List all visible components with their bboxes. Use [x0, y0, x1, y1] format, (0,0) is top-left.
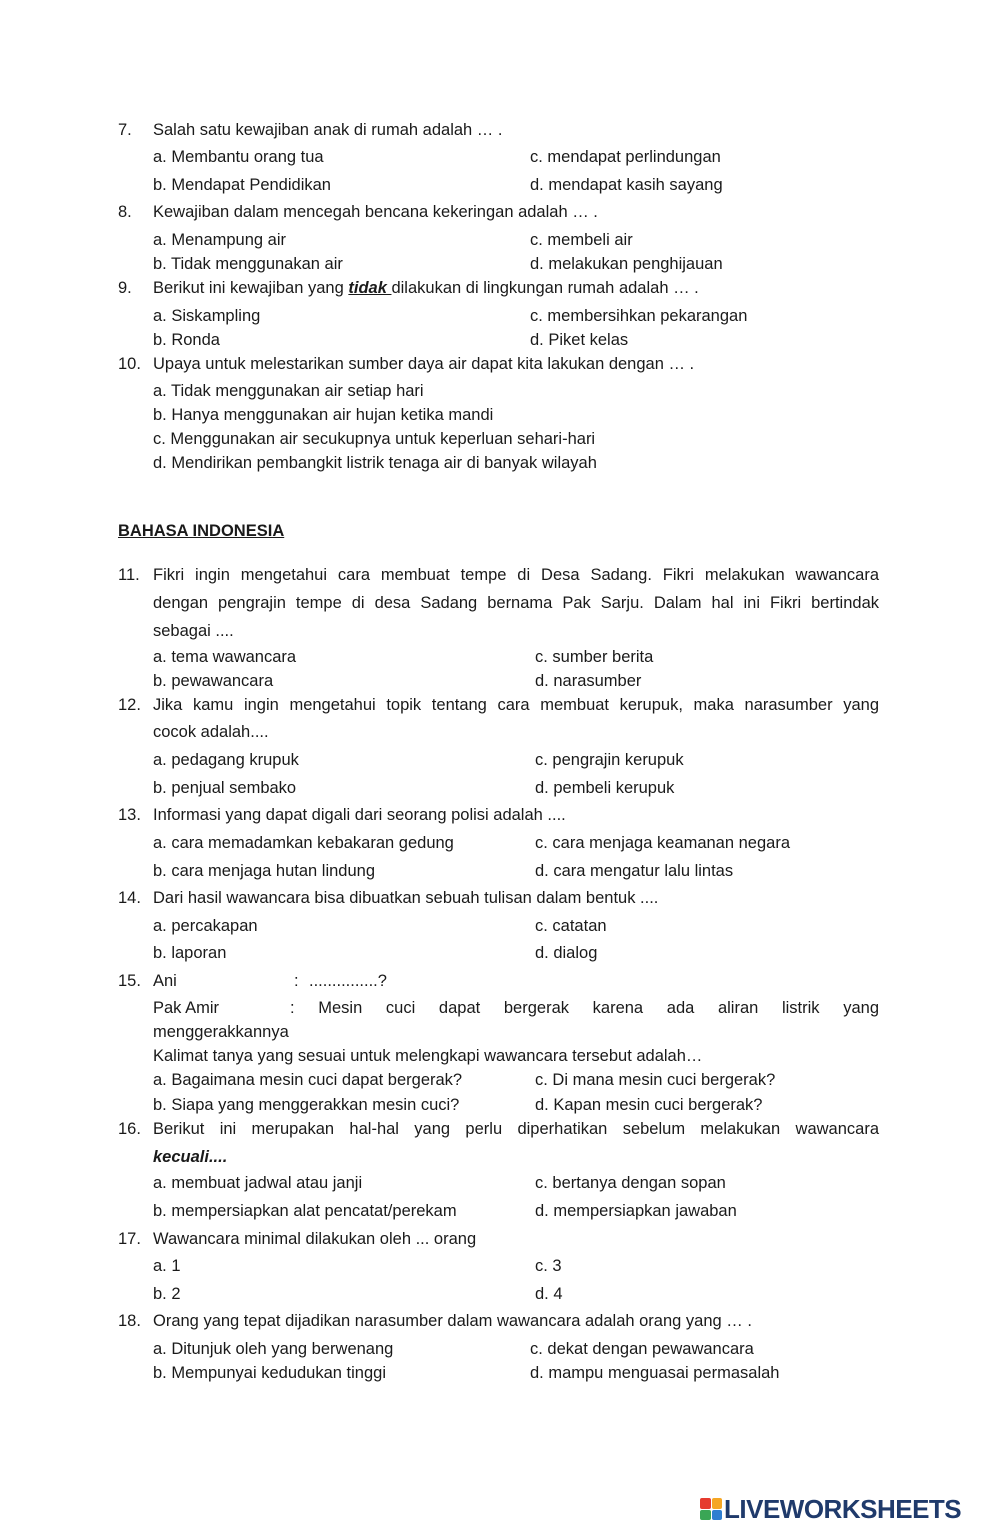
dialog-answer-continued: menggerakkannya	[153, 1023, 289, 1041]
option-b[interactable]: b. Mendapat Pendidikan	[153, 176, 331, 194]
question-number: 13.	[118, 806, 141, 824]
option-c[interactable]: c. pengrajin kerupuk	[535, 751, 684, 769]
option-d[interactable]: d. Mendirikan pembangkit listrik tenaga air di banyak wilayah	[153, 454, 597, 472]
option-d[interactable]: d. cara mengatur lalu lintas	[535, 862, 734, 880]
question-number: 18.	[118, 1312, 141, 1330]
option-a[interactable]: a. Ditunjuk oleh yang berwenang	[153, 1340, 394, 1358]
question-text: Kewajiban dalam mencegah bencana kekeringan adalah … .	[153, 203, 598, 221]
option-a[interactable]: a. Tidak menggunakan air setiap hari	[153, 382, 424, 400]
question-text: Informasi yang dapat digali dari seorang polisi adalah ....	[153, 806, 566, 824]
question-text-line: dengan pengrajin tempe di desa Sadang bernama Pak Sarju. Dalam hal ini Fikri bertindak	[153, 594, 879, 612]
logo-square-icon	[700, 1498, 711, 1509]
option-b[interactable]: b. 2	[153, 1285, 181, 1303]
option-d[interactable]: d. mampu menguasai permasalah	[530, 1364, 780, 1382]
option-d[interactable]: d. melakukan penghijauan	[530, 255, 723, 273]
question-text: Upaya untuk melestarikan sumber daya air dapat kita lakukan dengan … .	[153, 355, 695, 373]
option-d[interactable]: d. pembeli kerupuk	[535, 779, 675, 797]
option-c[interactable]: c. membersihkan pekarangan	[530, 307, 748, 325]
dialog-speaker-pak-amir: Pak Amir	[153, 999, 220, 1017]
option-a[interactable]: a. tema wawancara	[153, 648, 297, 666]
emphasis-word: kecuali....	[153, 1148, 228, 1166]
option-a[interactable]: a. pedagang krupuk	[153, 751, 299, 769]
question-number: 11.	[118, 566, 140, 584]
option-a[interactable]: a. percakapan	[153, 917, 258, 935]
logo-square-icon	[712, 1498, 723, 1509]
option-d[interactable]: d. 4	[535, 1285, 563, 1303]
option-c[interactable]: c. sumber berita	[535, 648, 654, 666]
question-text: Wawancara minimal dilakukan oleh ... orang	[153, 1230, 477, 1248]
question-text: Dari hasil wawancara bisa dibuatkan sebuah tulisan dalam bentuk ....	[153, 889, 659, 907]
question-text-line: sebagai ....	[153, 622, 234, 640]
option-b[interactable]: b. cara menjaga hutan lindung	[153, 862, 375, 880]
section-heading: BAHASA INDONESIA	[118, 522, 285, 540]
option-b[interactable]: b. mempersiapkan alat pencatat/perekam	[153, 1202, 457, 1220]
option-c[interactable]: c. catatan	[535, 917, 607, 935]
liveworksheets-logo	[700, 1494, 961, 1524]
question-text: Salah satu kewajiban anak di rumah adalah … .	[153, 121, 503, 139]
question-number: 17.	[118, 1230, 141, 1248]
question-number: 15.	[118, 972, 141, 990]
dialog-colon: :	[294, 972, 299, 990]
question-number: 10.	[118, 355, 141, 373]
option-a[interactable]: a. Bagaimana mesin cuci dapat bergerak?	[153, 1071, 463, 1089]
option-b[interactable]: b. laporan	[153, 944, 227, 962]
question-text	[153, 278, 699, 298]
option-c[interactable]: c. Menggunakan air secukupnya untuk keperluan sehari-hari	[153, 430, 596, 448]
question-number: 8.	[118, 203, 132, 221]
option-d[interactable]: d. dialog	[535, 944, 598, 962]
option-b[interactable]: b. Tidak menggunakan air	[153, 255, 343, 273]
emphasis-word: tidak	[348, 279, 392, 297]
option-b[interactable]: b. Hanya menggunakan air hujan ketika mandi	[153, 406, 494, 424]
option-d[interactable]: d. Kapan mesin cuci bergerak?	[535, 1096, 763, 1114]
question-text-line: Jika kamu ingin mengetahui topik tentang cara membuat kerupuk, maka narasumber yang	[153, 696, 879, 714]
option-b[interactable]: b. penjual sembako	[153, 779, 297, 797]
dialog-blank: ...............?	[309, 972, 387, 990]
option-a[interactable]: a. Membantu orang tua	[153, 148, 324, 166]
option-d[interactable]: d. mempersiapkan jawaban	[535, 1202, 737, 1220]
logo-square-icon	[712, 1510, 723, 1521]
option-b[interactable]: b. pewawancara	[153, 672, 274, 690]
option-a[interactable]: a. Siskampling	[153, 307, 261, 325]
option-b[interactable]: b. Mempunyai kedudukan tinggi	[153, 1364, 386, 1382]
question-number: 16.	[118, 1120, 141, 1138]
dialog-speaker-ani: Ani	[153, 972, 177, 990]
option-c[interactable]: c. mendapat perlindungan	[530, 148, 721, 166]
liveworksheets-icon	[700, 1498, 722, 1520]
liveworksheets-wordmark: LIVEWORKSHEETS	[724, 1493, 962, 1524]
option-d[interactable]: d. mendapat kasih sayang	[530, 176, 723, 194]
option-b[interactable]: b. Siapa yang menggerakkan mesin cuci?	[153, 1096, 460, 1114]
question-text-line: cocok adalah....	[153, 723, 269, 741]
logo-square-icon	[700, 1510, 711, 1521]
option-a[interactable]: a. 1	[153, 1257, 181, 1275]
option-c[interactable]: c. 3	[535, 1257, 562, 1275]
question-text-start: Berikut ini kewajiban yang	[153, 279, 349, 297]
question-text: Orang yang tepat dijadikan narasumber dalam wawancara adalah orang yang … .	[153, 1312, 752, 1330]
question-text-end: dilakukan di lingkungan rumah adalah … .	[391, 279, 699, 297]
option-a[interactable]: a. Menampung air	[153, 231, 286, 249]
question-text-line: Fikri ingin mengetahui cara membuat tempe di Desa Sadang. Fikri melakukan wawancara	[153, 566, 879, 584]
option-c[interactable]: c. membeli air	[530, 231, 633, 249]
question-number: 12.	[118, 696, 141, 714]
question-text-line: Berikut ini merupakan hal-hal yang perlu diperhatikan sebelum melakukan wawancara	[153, 1120, 879, 1138]
question-prompt: Kalimat tanya yang sesuai untuk melengkapi wawancara tersebut adalah…	[153, 1047, 703, 1065]
option-d[interactable]: d. narasumber	[535, 672, 642, 690]
option-c[interactable]: c. cara menjaga keamanan negara	[535, 834, 790, 852]
question-number: 7.	[118, 121, 132, 139]
option-b[interactable]: b. Ronda	[153, 331, 220, 349]
option-c[interactable]: c. Di mana mesin cuci bergerak?	[535, 1071, 776, 1089]
option-a[interactable]: a. cara memadamkan kebakaran gedung	[153, 834, 454, 852]
dialog-answer: : Mesin cuci dapat bergerak karena ada aliran listrik yang	[290, 999, 879, 1017]
question-number: 14.	[118, 889, 141, 907]
option-a[interactable]: a. membuat jadwal atau janji	[153, 1174, 363, 1192]
option-c[interactable]: c. bertanya dengan sopan	[535, 1174, 726, 1192]
question-number: 9.	[118, 279, 132, 297]
option-c[interactable]: c. dekat dengan pewawancara	[530, 1340, 754, 1358]
option-d[interactable]: d. Piket kelas	[530, 331, 629, 349]
